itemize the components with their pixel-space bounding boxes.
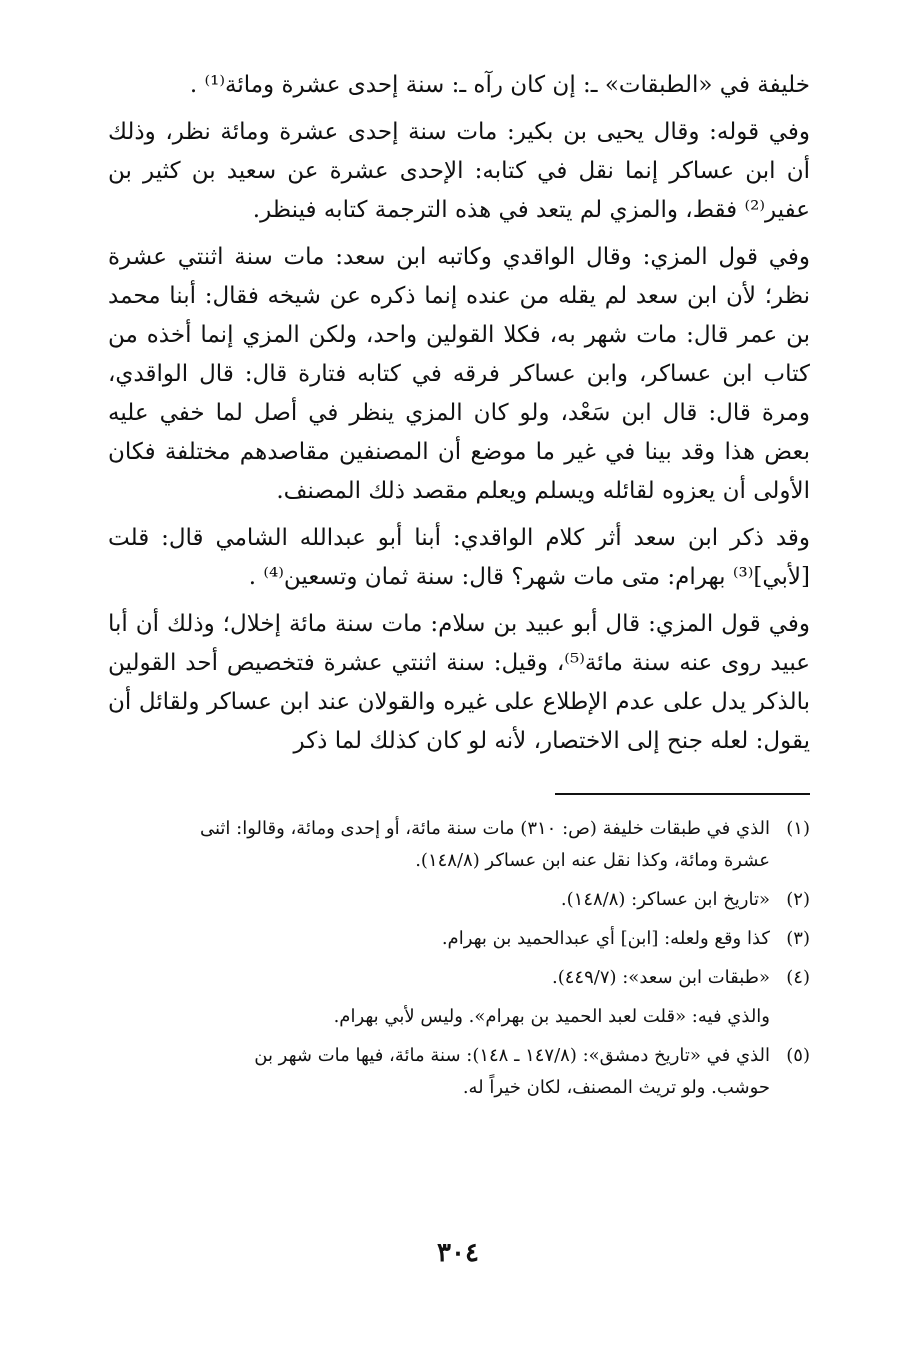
main-text: [108, 66, 810, 761]
footnote-number: (٢): [786, 889, 810, 910]
footnote-separator: [555, 793, 810, 795]
footnote-text: الذي في «تاريخ دمشق»: (١٤٧/٨ ـ ١٤٨): سنة مائة، فيها مات شهر بن: [254, 1045, 770, 1066]
footnote-2: [108, 884, 810, 916]
footnote-1: [108, 813, 810, 877]
footnotes: [108, 813, 810, 1104]
footnote-number: (٣): [786, 928, 810, 949]
footnote-text: كذا وقع ولعله: [ابن] أي عبدالحميد بن بهرام.: [441, 928, 770, 949]
paragraph-2: وفي قوله: وقال يحيى بن بكير: مات سنة إحدى عشرة ومائة نظر، وذلك أن ابن عساكر إنما نقل في كتابه: الإحدى عشرة عن سعيد بن كثير بن عفير⁽²⁾ فقط، والمزي لم يتعد في هذه الترجمة كتابه فينظر.: [108, 119, 810, 223]
page-number: ٣٠٤: [437, 1238, 479, 1268]
footnote-text: «تاريخ ابن عساكر: (١٤٨/٨).: [560, 889, 770, 910]
footnote-text: الذي في طبقات خليفة (ص: ٣١٠) مات سنة مائة، أو إحدى ومائة، وقالوا: اثنى: [199, 818, 770, 839]
footnote-separator-wrap: [108, 767, 810, 813]
paragraph-4: وقد ذكر ابن سعد أثر كلام الواقدي: أبنا أبو عبدالله الشامي قال: قلت [لأبي]⁽³⁾ بهرام: متى مات شهر؟ قال: سنة ثمان وتسعين⁽⁴⁾ .: [108, 525, 810, 590]
footnote-number: (٤): [786, 967, 810, 988]
footnote-number: (١): [786, 818, 810, 839]
footnote-continuation: عشرة ومائة، وكذا نقل عنه ابن عساكر (١٤٨/٨).: [415, 850, 770, 871]
footnote-text: والذي فيه: «قلت لعبد الحميد بن بهرام». وليس لأبي بهرام.: [333, 1006, 770, 1027]
footnote-text: «طبقات ابن سعد»: (٤٤٩/٧).: [552, 967, 770, 988]
footnote-number: (٥): [786, 1045, 810, 1066]
paragraph-5: وفي قول المزي: قال أبو عبيد بن سلام: مات سنة مائة إخلال؛ وذلك أن أبا عبيد روى عنه سنة مائة⁽⁵⁾، وقيل: سنة اثنتي عشرة فتخصيص أحد القولين بالذكر يدل على عدم الإطلاع على غيره والقولان عند ابن عساكر ولقائل أن يقول: لعله جنح إلى الاختصار، لأنه لو كان كذلك لما ذكر: [108, 611, 810, 754]
paragraph-3: وفي قول المزي: وقال الواقدي وكاتبه ابن سعد: مات سنة اثنتي عشرة نظر؛ لأن ابن سعد لم يقله من عنده إنما ذكره عن شيخه فقال: أبنا محمد بن عمر قال: مات شهر به، فكلا القولين واحد، ولكن المزي إنما أخذه من كتاب ابن عساكر، وابن عساكر فرقه في كتابه فتارة قال: قال الواقدي، ومرة قال: قال ابن سَعْد، ولو كان المزي ينظر في أصل لما خفي عليه بعض هذا وقد بينا في غير ما موضع أن المصنفين مقاصدهم مختلفة فكان الأولى أن يعزوه لقائله ويسلم ويعلم مقصد ذلك المصنف.: [108, 244, 810, 504]
paragraph-1: خليفة في «الطبقات» ـ: إن كان رآه ـ: سنة إحدى عشرة ومائة⁽¹⁾ .: [189, 72, 810, 98]
footnote-3: [108, 923, 810, 955]
footnote-5: [108, 1040, 810, 1104]
footnote-continuation: حوشب. ولو تريث المصنف، لكان خيراً له.: [462, 1077, 770, 1098]
footnote-4: [108, 962, 810, 994]
footnote-4-note: [108, 1001, 810, 1033]
